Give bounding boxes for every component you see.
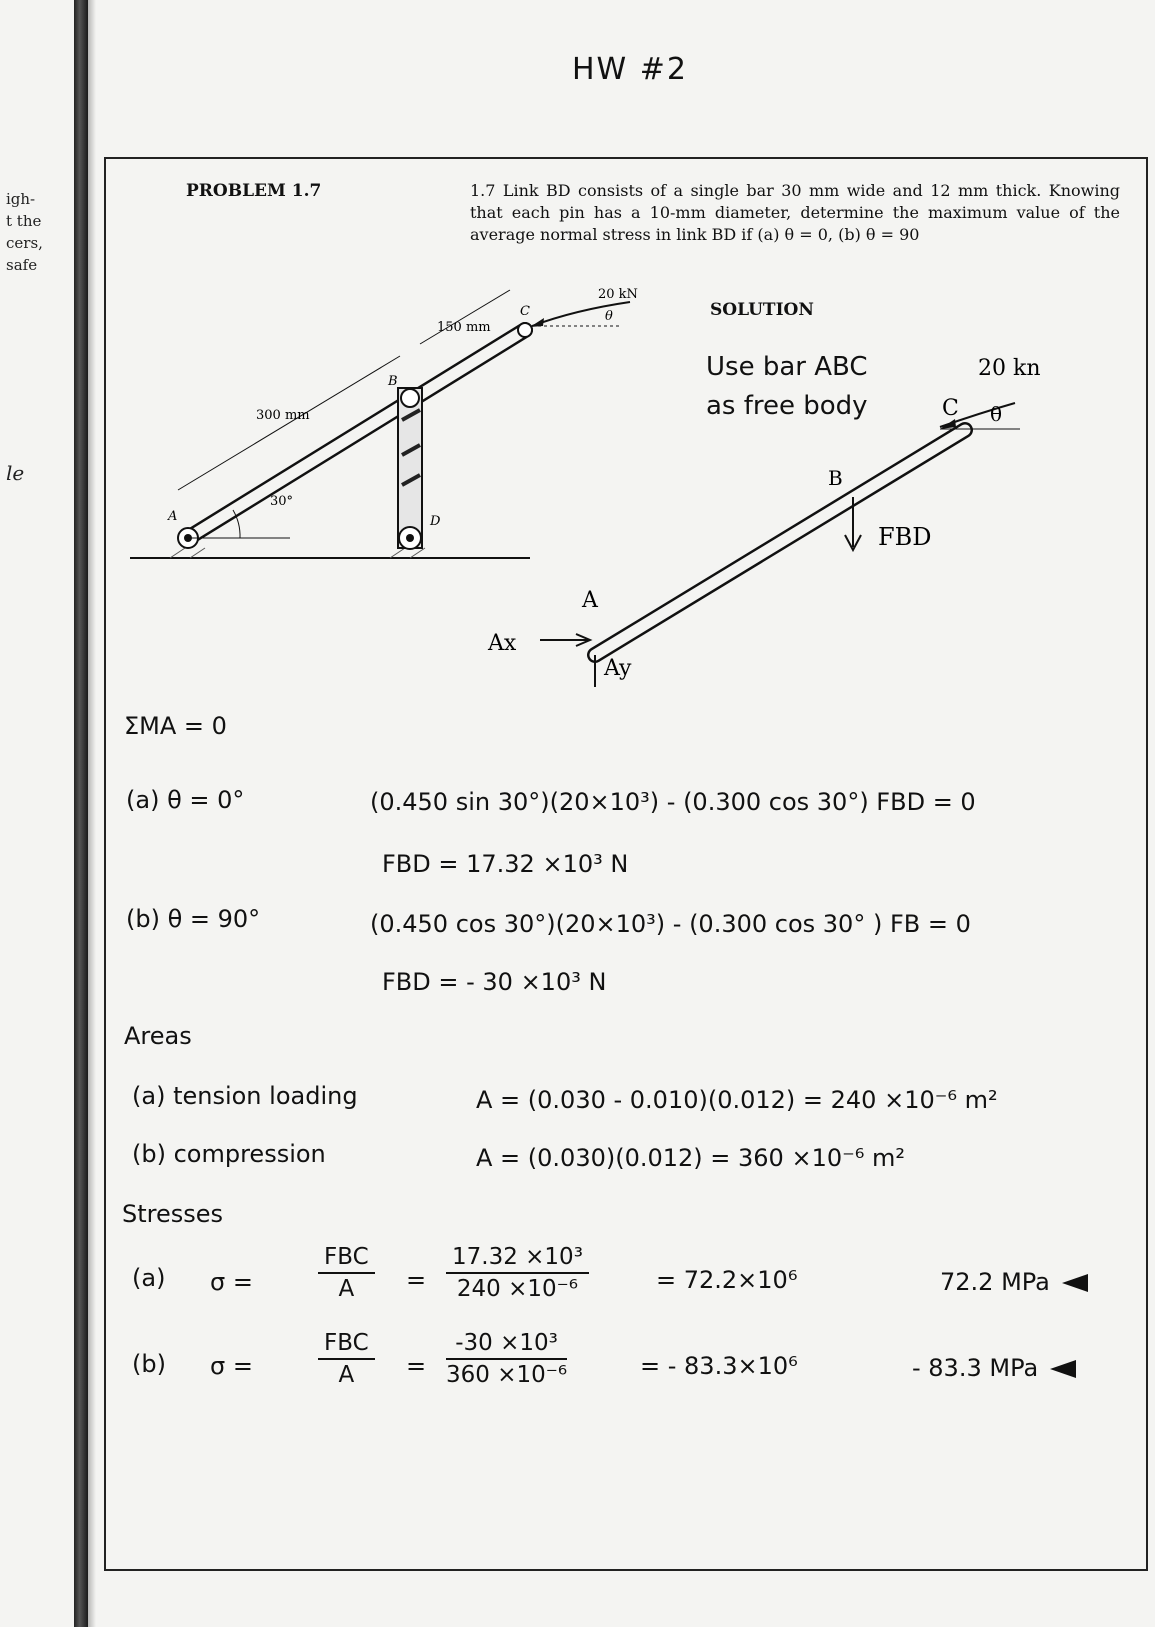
margin-line: igh- bbox=[6, 190, 36, 208]
fbd-theta-label: θ bbox=[990, 402, 1003, 426]
dimension-300mm: 300 mm bbox=[256, 408, 310, 423]
stress-a-value-denominator: 240 ×10⁻⁶ bbox=[456, 1276, 579, 1302]
answer-pointer-icon bbox=[1050, 1360, 1076, 1378]
stress-a-result: = 72.2×10⁶ bbox=[656, 1266, 798, 1294]
area-b-label: (b) compression bbox=[132, 1140, 326, 1168]
stress-b-symbolic-denominator: A bbox=[338, 1362, 355, 1388]
fbd-force-label: 20 kn bbox=[978, 356, 1041, 381]
margin-line: cers, bbox=[6, 234, 43, 252]
moment-equation: ΣMA = 0 bbox=[124, 712, 227, 740]
stress-a-answer bbox=[940, 1268, 1088, 1296]
margin-line: t the bbox=[6, 212, 42, 230]
intro-line-2: as free body bbox=[706, 391, 868, 421]
fbd-a-label: A bbox=[582, 588, 598, 613]
stress-b-answer bbox=[912, 1354, 1076, 1382]
solution-title: SOLUTION bbox=[710, 300, 814, 320]
stress-a-sigma: σ = bbox=[210, 1268, 253, 1296]
margin-mark: le bbox=[6, 461, 25, 485]
case-a-label: (a) θ = 0° bbox=[126, 786, 245, 814]
fbd-ax-label: Ax bbox=[488, 631, 517, 656]
homework-label: HW #2 bbox=[572, 52, 688, 87]
stress-b-label: (b) bbox=[132, 1350, 166, 1378]
free-body-diagram bbox=[488, 355, 1041, 685]
force-label: 20 kN bbox=[598, 287, 638, 302]
stress-b-value-numerator: -30 ×10³ bbox=[446, 1330, 567, 1360]
fbd-fbd-label: FBD bbox=[878, 523, 932, 551]
stress-b-result: = - 83.3×10⁶ bbox=[640, 1352, 798, 1380]
stress-b-sigma: σ = bbox=[210, 1352, 253, 1380]
binder-strip bbox=[74, 0, 88, 1627]
point-d-label: D bbox=[430, 514, 441, 529]
problem-statement: 1.7 Link BD consists of a single bar 30 mm wide and 12 mm thick. Knowing that each pin has a 10-mm diameter, determine the maximum value of the average normal stress in link BD if (a) θ = 0, (b) θ = 90 bbox=[470, 181, 1120, 244]
case-b-result: FBD = - 30 ×10³ N bbox=[382, 968, 607, 996]
fbd-c-label: C bbox=[942, 396, 959, 421]
stress-a-symbolic-fraction bbox=[318, 1244, 375, 1302]
dimension-150mm: 150 mm bbox=[437, 320, 491, 335]
case-a-equation: (0.450 sin 30°)(20×10³) - (0.300 cos 30°) FBD = 0 bbox=[370, 788, 976, 816]
fbd-b-label: B bbox=[828, 466, 843, 490]
stress-a-answer-value: 72.2 MPa bbox=[940, 1268, 1050, 1296]
stress-b-answer-value: - 83.3 MPa bbox=[912, 1354, 1039, 1382]
fbd-ay-label: Ay bbox=[604, 656, 632, 681]
margin-line: safe bbox=[6, 256, 38, 274]
area-b-equation: A = (0.030)(0.012) = 360 ×10⁻⁶ m² bbox=[476, 1144, 906, 1172]
case-b-equation: (0.450 cos 30°)(20×10³) - (0.300 cos 30° ) FB = 0 bbox=[370, 910, 971, 938]
answer-pointer-icon bbox=[1062, 1274, 1088, 1292]
stress-a-value-numerator: 17.32 ×10³ bbox=[446, 1244, 589, 1274]
stress-a-equals: = bbox=[406, 1266, 427, 1294]
point-b-label: B bbox=[388, 374, 398, 389]
stress-b-value-denominator: 360 ×10⁻⁶ bbox=[446, 1362, 568, 1388]
stress-a-value-fraction bbox=[446, 1244, 589, 1302]
stress-a-label: (a) bbox=[132, 1264, 166, 1292]
stresses-heading: Stresses bbox=[122, 1200, 224, 1228]
theta-label: θ bbox=[605, 309, 613, 324]
stress-b-equals: = bbox=[406, 1352, 427, 1380]
stress-b-value-fraction bbox=[446, 1330, 567, 1388]
stress-b-symbolic-numerator: FBC bbox=[318, 1330, 375, 1360]
case-b-label: (b) θ = 90° bbox=[126, 905, 261, 933]
point-c-label: C bbox=[520, 304, 530, 319]
stress-a-symbolic-numerator: FBC bbox=[318, 1244, 375, 1274]
stress-a-symbolic-denominator: A bbox=[338, 1276, 355, 1302]
case-a-result: FBD = 17.32 ×10³ N bbox=[382, 850, 629, 878]
intro-line-1: Use bar ABC bbox=[706, 352, 868, 382]
area-a-label: (a) tension loading bbox=[132, 1082, 358, 1110]
stress-b-symbolic-fraction bbox=[318, 1330, 375, 1388]
angle-label: 30° bbox=[270, 494, 294, 509]
binder-shadow bbox=[88, 0, 96, 1627]
mechanism-figure bbox=[130, 280, 638, 570]
areas-heading: Areas bbox=[124, 1022, 192, 1050]
area-a-equation: A = (0.030 - 0.010)(0.012) = 240 ×10⁻⁶ m² bbox=[476, 1086, 998, 1114]
point-a-label: A bbox=[168, 509, 178, 524]
problem-title: PROBLEM 1.7 bbox=[186, 181, 322, 201]
